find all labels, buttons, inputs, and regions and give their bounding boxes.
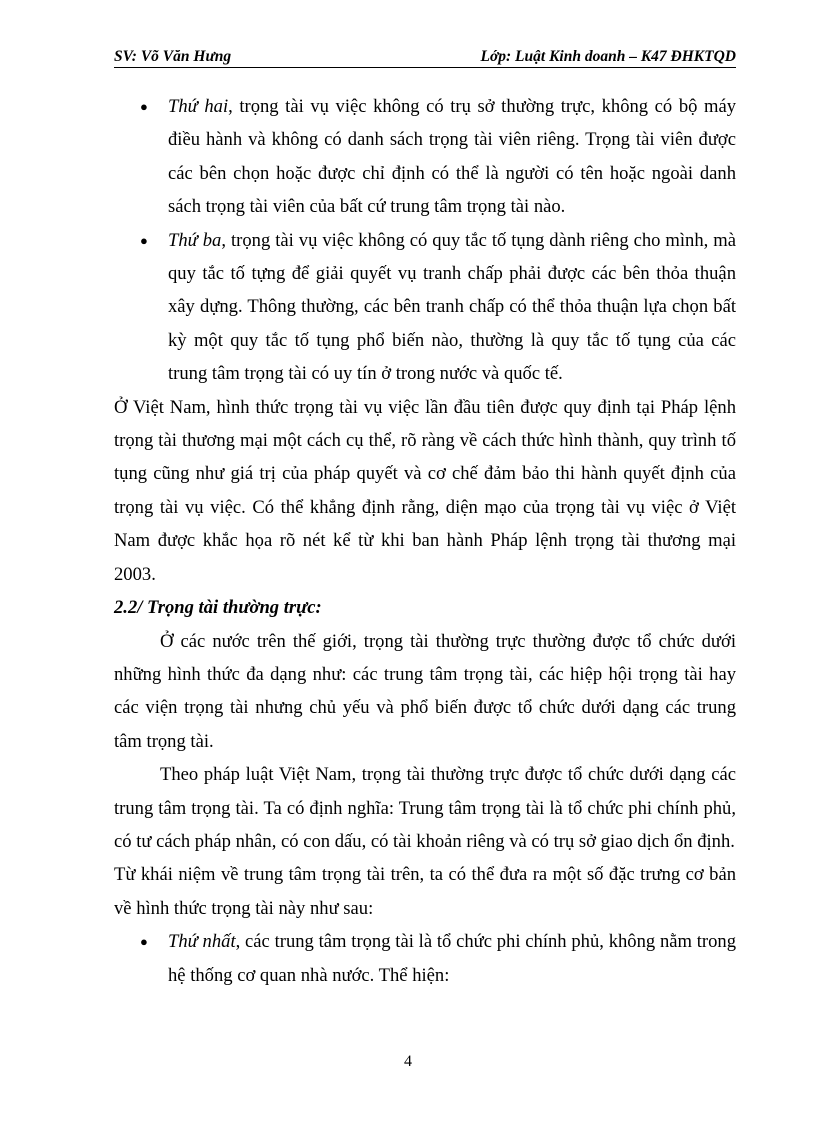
page-header <box>114 48 736 68</box>
bullet-paragraph <box>168 224 736 391</box>
page-body <box>114 90 736 992</box>
bullet-item-thu-hai <box>114 90 736 224</box>
paragraph-khai-niem: Từ khái niệm về trung tâm trọng tài trên, ta có thể đưa ra một số đặc trưng cơ bản về hình thức trọng tài này như sau: <box>114 864 736 919</box>
bullet-text: , trọng tài vụ việc không có trụ sở thường trực, không có bộ máy điều hành và không có danh sách trọng tài viên riêng. Trọng tài viên được các bên chọn hoặc được chỉ định có thể là người có tên hoặc ngoài danh sách trọng tài viên của bất cứ trung tâm trọng tài nào. <box>168 96 736 218</box>
header-rule <box>114 67 736 68</box>
section-heading: 2.2/ Trọng tài thường trực: <box>114 597 322 619</box>
bullet-lead: Thứ ba <box>168 229 222 251</box>
bullet-text: , các trung tâm trọng tài là tổ chức phi chính phủ, không nằm trong hệ thống cơ quan nhà nước. Thể hiện: <box>168 931 736 986</box>
bullet-icon: ● <box>140 934 148 950</box>
paragraph-phap-luat: Theo pháp luật Việt Nam, trọng tài thường trực được tổ chức dưới dạng các trung tâm trọng tài. Ta có định nghĩa: Trung tâm trọng tài là tổ chức phi chính phủ, có tư cách pháp nhân, có con dấu, có tài khoản riêng và có trụ sở giao dịch ổn định. <box>114 764 736 852</box>
bullet-text: , trọng tài vụ việc không có quy tắc tố tụng dành riêng cho mình, mà quy tắc tố tựng để giải quyết vụ tranh chấp phải được các bên thỏa thuận xây dựng. Thông thường, các bên tranh chấp có thể thỏa thuận lựa chọn bất kỳ một quy tắc tố tụng phổ biến nào, thường là quy tắc tố tụng của các trung tâm trọng tài có uy tín ở trong nước và quốc tế. <box>168 229 736 385</box>
bullet-icon: ● <box>140 99 148 114</box>
bullet-lead: Thứ hai <box>168 96 229 117</box>
page-number: 4 <box>404 1053 412 1070</box>
bullet-lead: Thứ nhất <box>168 931 236 953</box>
bullet-item-thu-nhat <box>114 925 736 992</box>
bullet-icon: ● <box>140 232 148 248</box>
paragraph-viet-nam: Ở Việt Nam, hình thức trọng tài vụ việc lần đầu tiên được quy định tại Pháp lệnh trọng tài thương mại một cách cụ thể, rõ ràng về cách thức hình thành, quy trình tố tụng cũng như giá trị của pháp quyết và cơ chế đảm bảo thi hành quyết định của trọng tài vụ việc. Có thể khẳng định rằng, diện mạo của trọng tài vụ việc ở Việt Nam được khắc họa rõ nét kể từ khi ban hành Pháp lệnh trọng tài thương mại 2003. <box>114 396 736 585</box>
bullet-paragraph <box>168 90 736 224</box>
bullet-paragraph <box>168 925 736 992</box>
student-name: SV: Võ Văn Hưng <box>114 48 232 65</box>
bullet-item-thu-ba <box>114 224 736 391</box>
paragraph-cac-nuoc: Ở các nước trên thế giới, trọng tài thường trực thường được tổ chức dưới những hình thức đa dạng như: các trung tâm trọng tài, các hiệp hội trọng tài hay các viện trọng tài nhưng chủ yếu và phổ biến được tổ chức dưới dạng các trung tâm trọng tài. <box>114 630 736 752</box>
class-info: Lớp: Luật Kinh doanh – K47 ĐHKTQD <box>480 48 736 65</box>
